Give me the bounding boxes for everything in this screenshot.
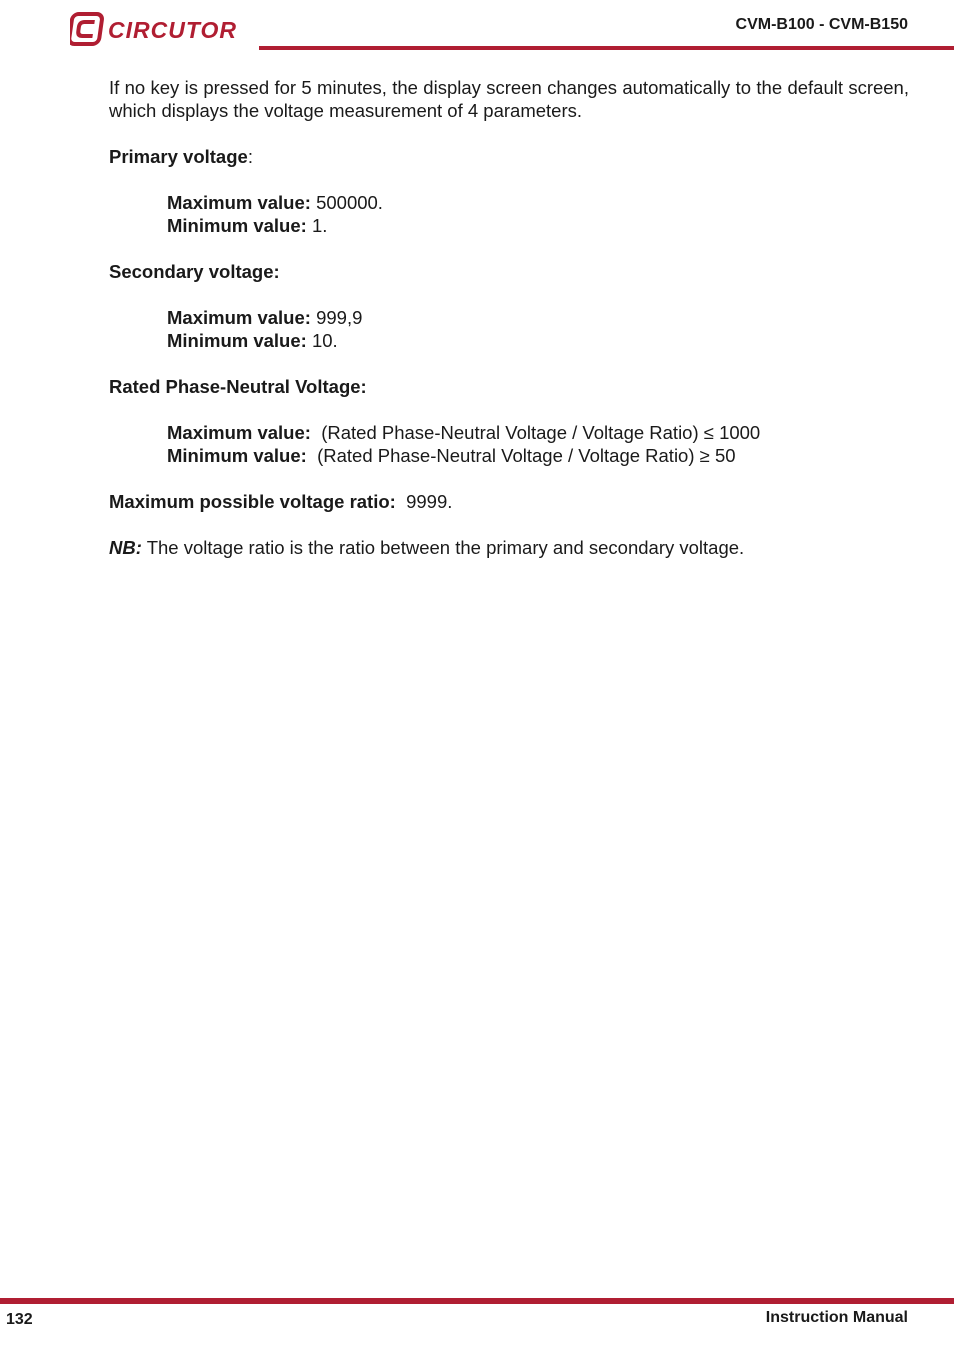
header-divider <box>259 46 954 50</box>
circutor-logo <box>70 12 250 46</box>
footer-title: Instruction Manual <box>765 1309 908 1326</box>
page-content <box>109 76 909 559</box>
rated-max-row: Maximum value: (Rated Phase-Neutral Voltage / Voltage Ratio) ≤ 1000 <box>167 422 761 443</box>
rated-min-row: Minimum value: (Rated Phase-Neutral Voltage / Voltage Ratio) ≥ 50 <box>167 445 736 466</box>
svg-text:CIRCUTOR: CIRCUTOR <box>108 17 237 43</box>
logo-c-icon <box>70 14 103 44</box>
secondary-max-row: Maximum value: 999,9 <box>167 307 363 328</box>
primary-max-row: Maximum value: 500000. <box>167 192 383 213</box>
primary-voltage-heading: Primary voltage: <box>109 146 253 167</box>
page-number: 132 <box>6 1311 33 1328</box>
footer-divider <box>0 1298 954 1304</box>
secondary-voltage-heading: Secondary voltage: <box>109 261 280 282</box>
intro-paragraph: If no key is pressed for 5 minutes, the display screen changes automatically to the default screen, which displays the voltage measurement of 4 parameters. <box>109 77 909 121</box>
rated-voltage-heading: Rated Phase-Neutral Voltage: <box>109 376 367 397</box>
secondary-min-row: Minimum value: 10. <box>167 330 338 351</box>
voltage-ratio-row: Maximum possible voltage ratio: 9999. <box>109 491 453 512</box>
document-model: CVM-B100 - CVM-B150 <box>735 16 908 33</box>
primary-min-row: Minimum value: 1. <box>167 215 328 236</box>
note-row: NB: The voltage ratio is the ratio between the primary and secondary voltage. <box>109 537 745 558</box>
